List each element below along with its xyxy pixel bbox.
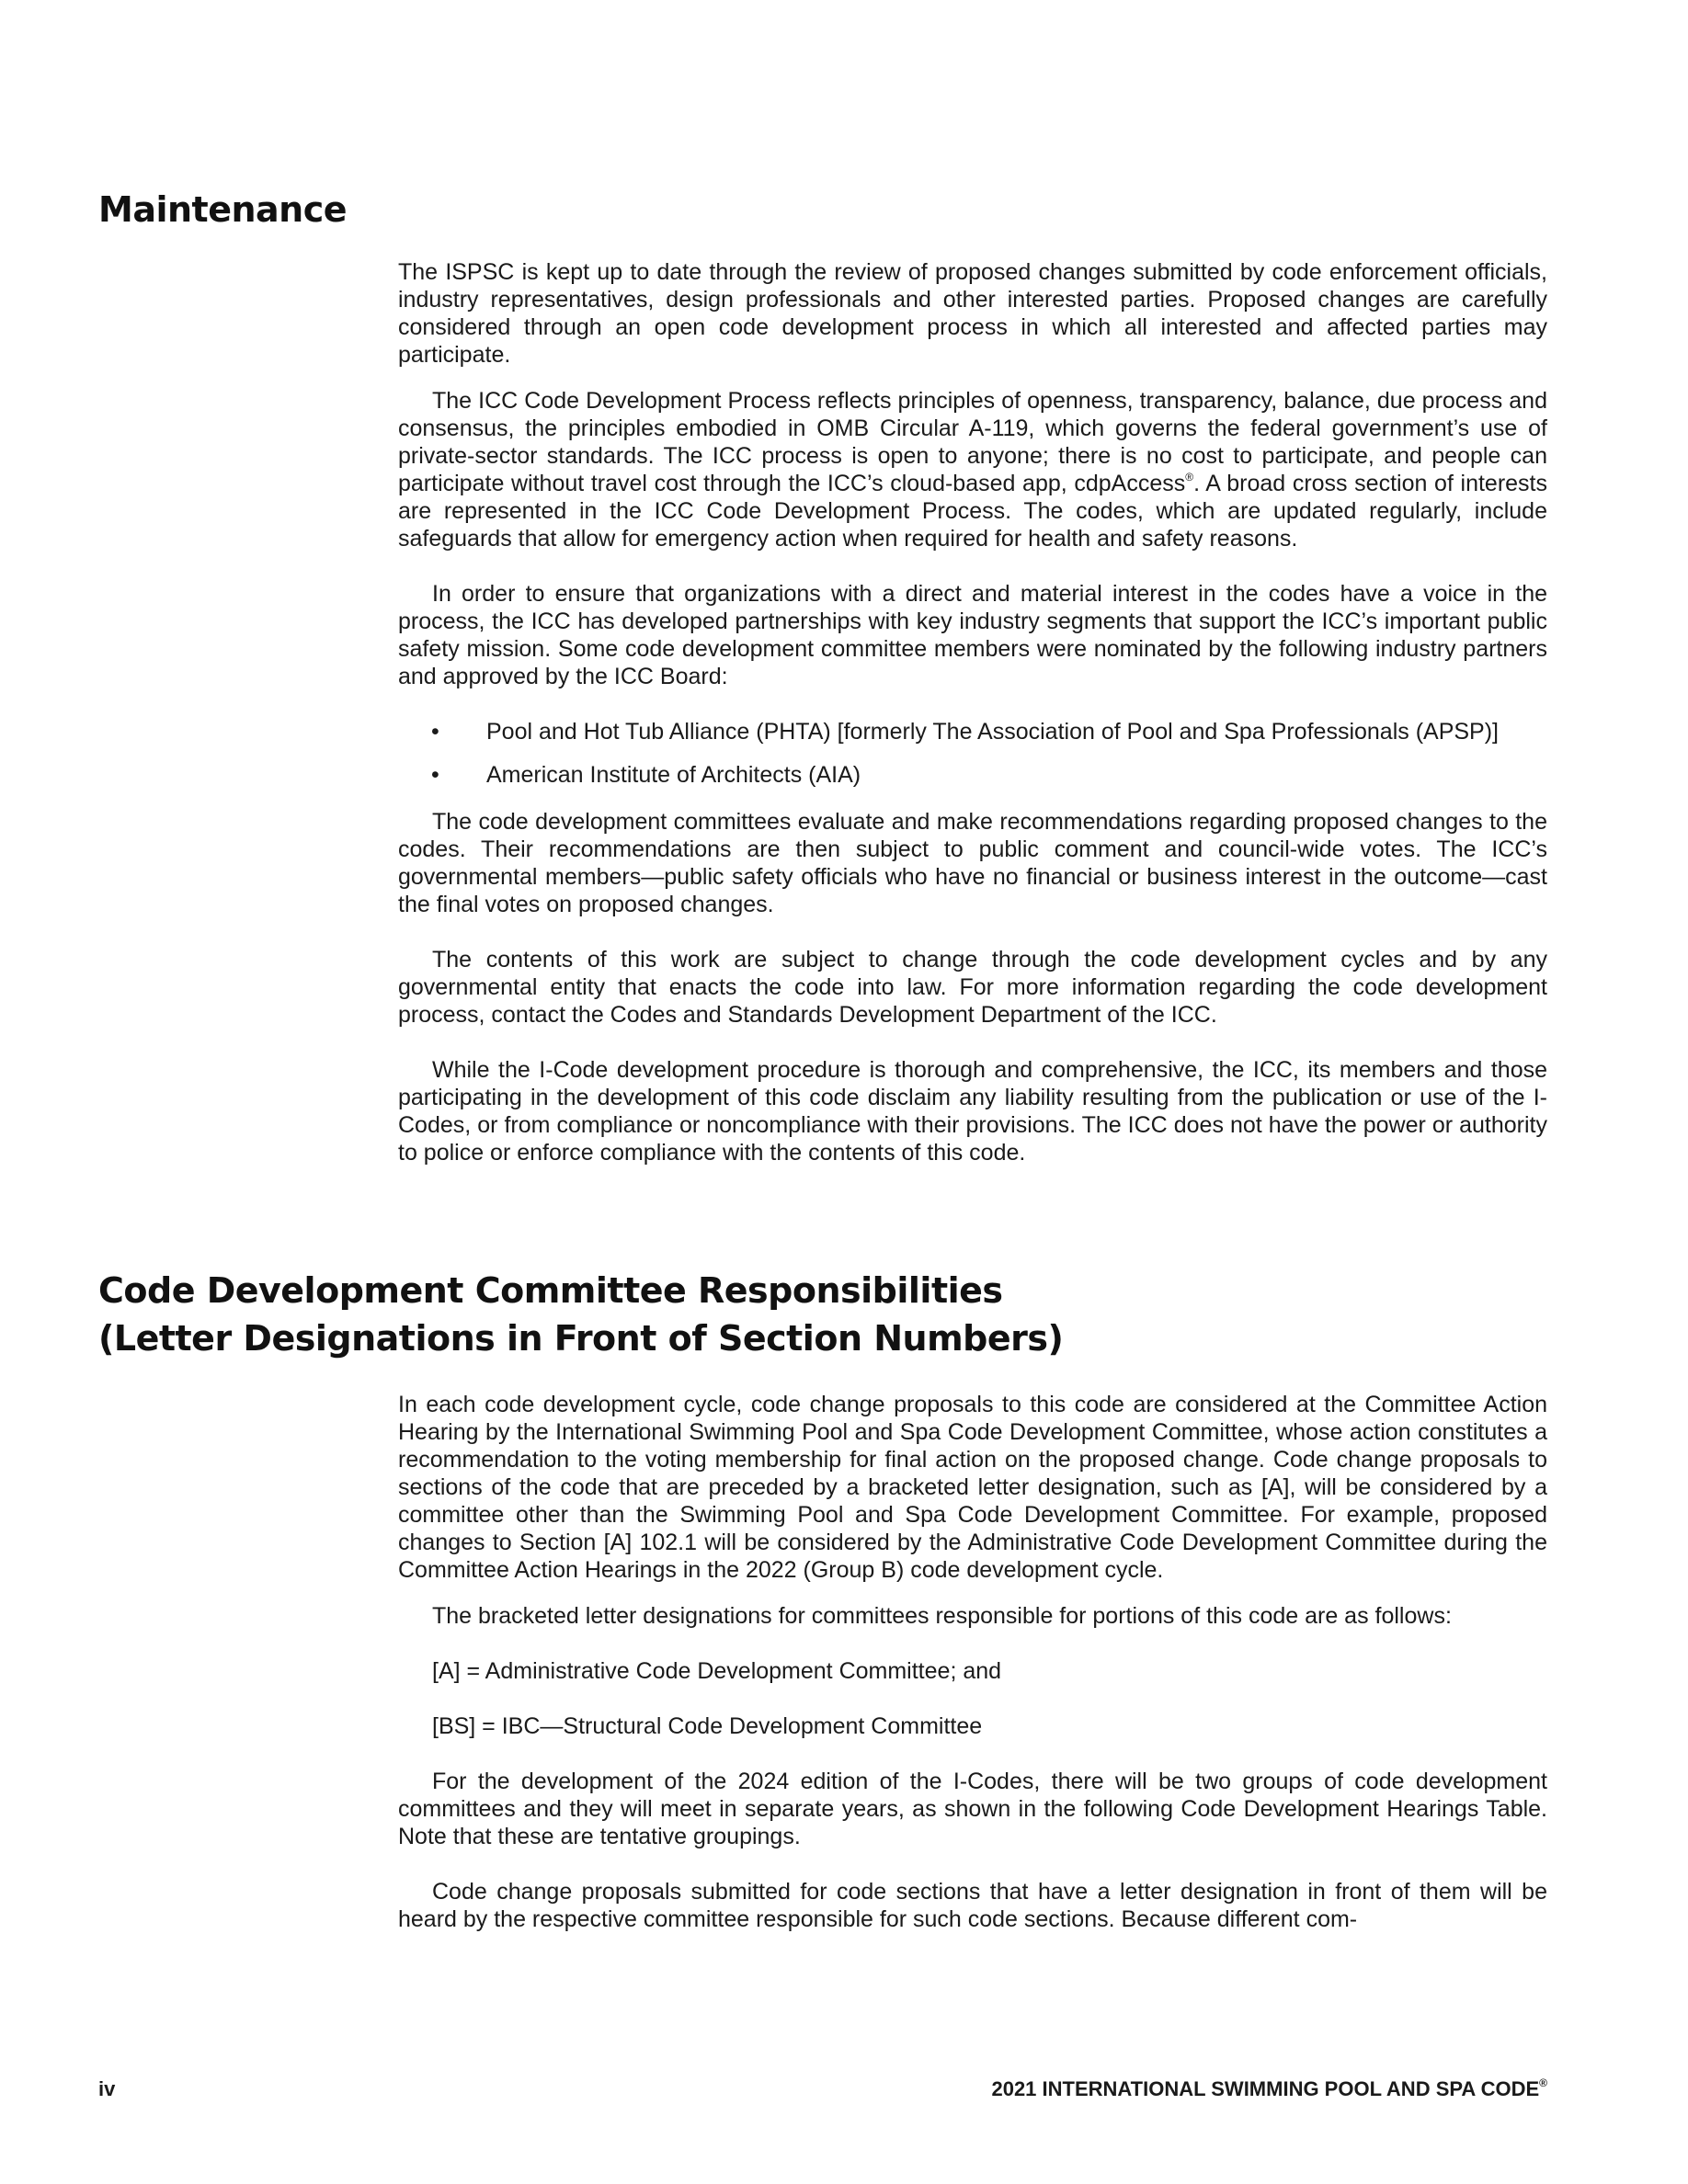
designation-item: [BS] = IBC—Structural Code Development Committee [432,1713,983,1739]
paragraph: The contents of this work are subject to change through the code development cycles and by any governmental entity that enacts the code into law. For more information regarding the code development process, contact the Codes and Standards Development Department of the ICC. [398,947,1547,1028]
paragraph: The code development committees evaluate and make recommendations regarding proposed changes to the codes. Their recommendations are then subject to public comment and council-wide votes. The ICC’s governmental members—public safety officials who have no financial or business interest in the outcome—cast the final votes on proposed changes. [398,809,1547,917]
bullet-icon: • [431,719,439,745]
paragraph: In order to ensure that organizations with a direct and material interest in the codes have a voice in the process, the ICC has developed partnerships with key industry segments that support the ICC’s important public safety mission. Some code development committee members were nominated by the following industry partners and approved by the ICC Board: [398,581,1547,689]
paragraph: The ICC Code Development Process reflects principles of openness, transparency, balance, due process and consensus, the principles embodied in OMB Circular A-119, which governs the federal government’s use of private-sector standards. The ICC process is open to anyone; there is no cost to participate, and people can participate without travel cost through the ICC’s cloud-based app, cdpAccess®. A broad cross section of interests are represented in the ICC Code Development Process. The codes, which are updated regularly, include safeguards that allow for emergency action when required for health and safety reasons. [398,388,1548,552]
paragraph: The ISPSC is kept up to date through the review of proposed changes submitted by code enforcement officials, industry representatives, design professionals and other interested parties. Proposed changes are carefully considered through an open code development process in which all interested and affected parties may participate. [398,259,1547,368]
section-heading-maintenance: Maintenance [98,189,348,230]
committee-body [398,1391,1547,1933]
paragraph: In each code development cycle, code change proposals to this code are considered at the Committee Action Hearing by the International Swimming Pool and Spa Code Development Committee, whose action constitutes a recommendation to the voting membership for final action on the proposed change. Code change proposals to sections of the code that are preceded by a bracketed letter designation, such as [A], will be considered by a committee other than the Swimming Pool and Spa Code Development Committee. For example, proposed changes to Section [A] 102.1 will be considered by the Administrative Code Development Committee during the Committee Action Hearings in the 2022 (Group B) code development cycle. [398,1392,1547,1583]
bullet-icon: • [431,762,439,788]
paragraph: Code change proposals submitted for code sections that have a letter designation in front of them will be heard by the respective committee responsible for such code sections. Because different com- [398,1879,1547,1932]
section-heading-committee-responsibilities: Code Development Committee Responsibilities (Letter Designations in Front of Section Numbers) [98,1270,1064,1359]
registered-mark: ® [1539,2076,1547,2089]
paragraph: For the development of the 2024 edition of the I-Codes, there will be two groups of code development committees and they will meet in separate years, as shown in the following Code Development Hearings Table. Note that these are tentative groupings. [398,1769,1547,1849]
page-number: iv [98,2077,116,2100]
list-item: • Pool and Hot Tub Alliance (PHTA) [formerly The Association of Pool and Spa Professionals (APSP)] [431,719,1500,745]
designation-item: [A] = Administrative Code Development Committee; and [432,1658,1002,1684]
maintenance-body [398,258,1547,1166]
paragraph: The bracketed letter designations for committees responsible for portions of this code are as follows: [432,1603,1452,1629]
list-item: • American Institute of Architects (AIA) [431,762,861,788]
registered-mark: ® [1185,471,1194,483]
bullet-list [398,718,1547,789]
footer-title: 2021 INTERNATIONAL SWIMMING POOL AND SPA CODE® [991,2076,1547,2100]
paragraph: While the I-Code development procedure is thorough and comprehensive, the ICC, its members and those participating in the development of this code disclaim any liability resulting from the publication or use of the I-Codes, or from compliance or noncompliance with their provisions. The ICC does not have the power or authority to police or enforce compliance with the contents of this code. [398,1057,1547,1166]
